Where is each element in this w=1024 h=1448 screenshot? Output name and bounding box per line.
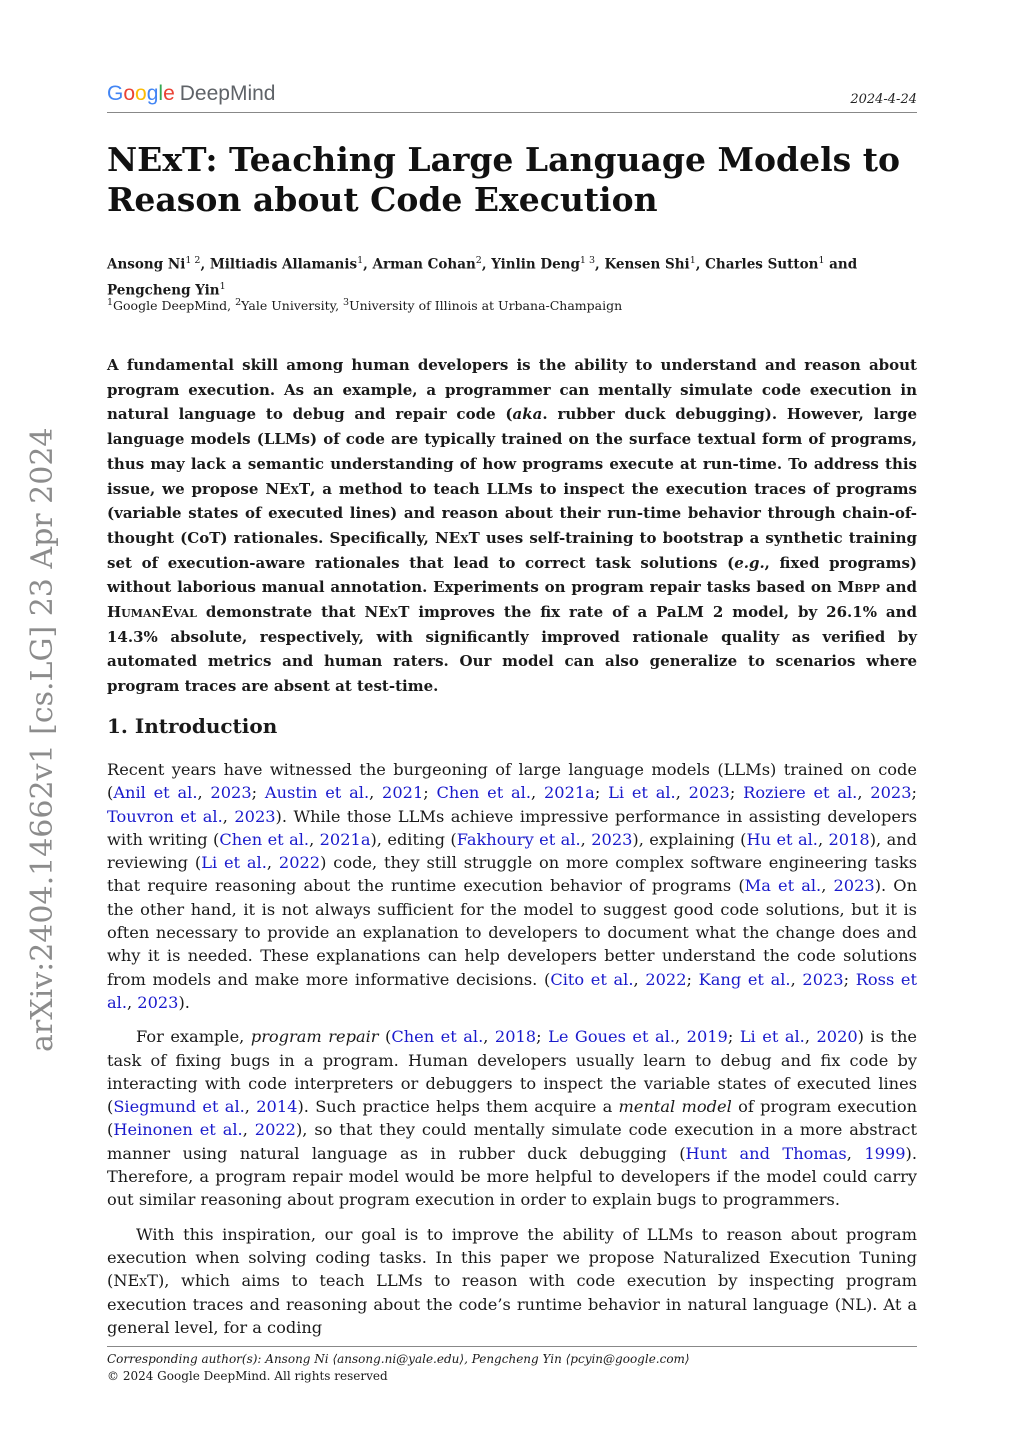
citation-link[interactable]: Heinonen et al. xyxy=(113,1120,243,1140)
body-paragraph xyxy=(107,758,917,1014)
text-run: , xyxy=(244,1097,257,1117)
text-run: , xyxy=(821,876,834,896)
arxiv-identifier: arXiv:2404.14662v1 [cs.LG] 23 Apr 2024 xyxy=(25,427,60,1052)
citation-link[interactable]: Kang et al. xyxy=(698,969,791,989)
citation-link[interactable]: 2018 xyxy=(494,1027,537,1047)
text-run: ). On the other hand, it is not always sufficient for the model to suggest good code solutions, but it is often necessary to provide an explanation to developers to document what the change does and why it is needed. These explanations can help developers better understand the code solutions from models and make more informative decisions. ( xyxy=(107,876,917,989)
text-run: ), which aims to teach LLMs to reason with code execution by inspecting program execution traces and reasoning about the code’s runtime behavior in natural language (NL). At a general level, for a coding xyxy=(107,1271,917,1337)
affiliations xyxy=(107,294,917,315)
citation-link[interactable]: Chen et al. xyxy=(436,783,532,803)
affiliation-marker: 2 xyxy=(235,297,242,308)
author-name: Ansong Ni xyxy=(107,256,186,273)
citation-link[interactable]: 2014 xyxy=(256,1097,298,1117)
author-name: Kensen Shi xyxy=(604,256,690,273)
logo-deepmind-text: DeepMind xyxy=(179,82,276,105)
text-run: , xyxy=(790,969,803,989)
title-line-1: NExT: Teaching Large Language Models to xyxy=(107,140,900,179)
text-run: ), explaining ( xyxy=(632,829,747,849)
text-run: ; xyxy=(251,783,265,803)
citation-link[interactable]: Roziere et al. xyxy=(743,783,858,803)
text-run: improves the fix rate of a PaLM 2 model, by 26.1% and 14.3% absolute, respectively, with significantly improved rationale quality as verified by automated metrics and human raters. Our model can also generalize to scenarios where program traces are absent at test-time. xyxy=(107,603,917,696)
small-caps-run: HumanEval xyxy=(107,603,197,622)
text-run: ; xyxy=(536,1027,549,1047)
text-run: ), and reviewing ( xyxy=(107,829,918,873)
author-separator: , xyxy=(481,256,492,273)
citation-link[interactable]: Chen et al. xyxy=(391,1027,484,1047)
title-line-2: Reason about Code Execution xyxy=(107,180,658,219)
citation-link[interactable]: 2022 xyxy=(278,853,321,873)
body-paragraph xyxy=(107,1025,917,1211)
citation-link[interactable]: 2020 xyxy=(816,1027,858,1047)
author-name: Pengcheng Yin xyxy=(107,282,220,298)
text-run: , xyxy=(675,783,689,803)
corresponding-authors: Corresponding author(s): Ansong Ni ⟨ansong.ni@yale.edu⟩, Pengcheng Yin ⟨pcyin@google.com⟩ xyxy=(107,1352,690,1366)
text-run: With this inspiration, our goal is to improve the ability of LLMs to reason about program execution when solving coding tasks. In this paper we propose Naturalized Execution Tuning ( xyxy=(107,1224,917,1291)
author-separator: , xyxy=(595,256,605,273)
affiliation-marker: 3 xyxy=(343,297,350,308)
small-caps-run: Mbpp xyxy=(837,578,881,597)
text-run: , xyxy=(369,783,383,803)
author-affiliation-marker: 1 xyxy=(818,255,825,266)
text-run: , a method to teach LLMs to inspect the execution traces of programs (variable states of executed lines) and reason about their run-time behavior through chain-of-thought (CoT) rationales. Specifically, xyxy=(107,479,918,547)
author-affiliation-marker: 1 3 xyxy=(579,255,596,266)
author-separator: and xyxy=(824,256,858,273)
text-run: ). Such practice helps them acquire a xyxy=(297,1097,619,1117)
text-run: ; xyxy=(729,783,744,803)
author-affiliation-marker: 2 xyxy=(475,255,482,266)
text-run: , xyxy=(817,829,829,849)
text-run: , xyxy=(531,783,544,803)
affiliation-separator: , xyxy=(335,298,344,314)
citation-link[interactable]: 2019 xyxy=(686,1027,728,1047)
text-run: and xyxy=(880,578,917,597)
author-affiliation-marker: 1 2 xyxy=(185,255,201,266)
text-run: , xyxy=(483,1027,495,1047)
text-run: demonstrate that xyxy=(196,603,365,622)
citation-link[interactable]: Hu et al. xyxy=(746,829,818,849)
citation-link[interactable]: Austin et al. xyxy=(264,783,370,803)
citation-link[interactable]: 2021a xyxy=(543,783,595,803)
text-run: ( xyxy=(378,1027,392,1047)
small-caps-run: NExT xyxy=(434,528,480,547)
text-run: , fixed programs) without laborious manual annotation. Experiments on program repair tasks based on xyxy=(107,553,918,597)
text-run: ). Therefore, a program repair model would be more helpful to developers if the model could carry out similar reasoning about program execution in order to explain bugs to programmers. xyxy=(107,1143,917,1210)
citation-link[interactable]: 2022 xyxy=(254,1120,296,1140)
text-run: ), so that they could mentally simulate code execution in a more abstract manner using natural language as in rubber duck debugging ( xyxy=(107,1120,917,1163)
text-run: , xyxy=(580,829,592,849)
text-run: Recent years have witnessed the burgeoning of large language models (LLMs) trained on code ( xyxy=(107,760,917,803)
citation-link[interactable]: Li et al. xyxy=(608,783,676,803)
small-caps-run: NExT xyxy=(113,1271,158,1291)
citation-link[interactable]: 1999 xyxy=(864,1143,906,1163)
affiliation-name: Yale University xyxy=(241,298,336,314)
author-name: Yinlin Deng xyxy=(491,256,580,273)
body-paragraph xyxy=(107,1223,917,1339)
affiliation-name: University of Illinois at Urbana-Champaign xyxy=(349,298,623,314)
citation-link[interactable]: Le Goues et al. xyxy=(548,1027,675,1047)
citation-link[interactable]: Touvron et al. xyxy=(107,806,223,826)
text-run: , xyxy=(222,806,235,826)
author-name: Arman Cohan xyxy=(372,256,476,273)
emphasis-run: program repair xyxy=(250,1027,379,1047)
affiliation-separator: , xyxy=(227,298,236,314)
citation-link[interactable]: Fakhoury et al. xyxy=(456,829,581,849)
text-run: ; xyxy=(911,783,917,803)
citation-link[interactable]: Ma et al. xyxy=(744,876,822,896)
introduction-body xyxy=(107,758,917,1350)
text-run: , xyxy=(804,1027,817,1047)
citation-link[interactable]: Chen et al. xyxy=(219,829,310,849)
text-run: , xyxy=(309,829,320,849)
text-run: , xyxy=(242,1120,255,1140)
emphasis-run: mental model xyxy=(618,1097,732,1117)
citation-link[interactable]: 2021 xyxy=(382,783,424,803)
text-run: ). xyxy=(178,992,190,1012)
text-run: , xyxy=(266,853,279,873)
header-divider xyxy=(107,112,917,113)
citation-link[interactable]: Siegmund et al. xyxy=(113,1097,245,1117)
citation-link[interactable]: Hunt and Thomas xyxy=(685,1143,847,1163)
author-separator: , xyxy=(695,256,706,273)
text-run: , xyxy=(126,992,138,1012)
citation-link[interactable]: Li et al. xyxy=(739,1027,805,1047)
footer-divider xyxy=(107,1346,917,1347)
citation-link[interactable]: 2023 xyxy=(234,806,276,826)
google-deepmind-logo: Google DeepMind xyxy=(107,82,276,105)
text-run: , xyxy=(197,783,211,803)
text-run: ), editing ( xyxy=(370,829,457,849)
author-affiliation-marker: 1 xyxy=(689,255,696,266)
text-run: ; xyxy=(727,1027,740,1047)
text-run: ). While those LLMs achieve impressive performance in assisting developers with writing ( xyxy=(107,806,917,849)
small-caps-run: NExT xyxy=(265,479,311,498)
emphasis-run: e.g. xyxy=(734,553,765,572)
text-run: ) is the task of fixing bugs in a program. Human developers usually learn to debug and fix code by interacting with code interpreters or debuggers to inspect the variable states of executed lines ( xyxy=(107,1027,917,1117)
text-run: uses self-training to bootstrap a synthetic training set of execution-aware rationales that lead to correct task solutions ( xyxy=(107,528,917,572)
text-run: , xyxy=(846,1143,865,1163)
citation-link[interactable]: 2023 xyxy=(591,829,633,849)
text-run: ; xyxy=(594,783,609,803)
text-run: ; xyxy=(686,969,699,989)
author-separator: , xyxy=(200,256,210,273)
affiliation-marker: 1 xyxy=(107,297,114,308)
author-affiliation-marker: 1 xyxy=(219,280,226,292)
citation-link[interactable]: Li et al. xyxy=(201,853,267,873)
citation-link[interactable]: 2023 xyxy=(137,992,179,1012)
text-run: of program execution ( xyxy=(107,1097,917,1140)
text-run: For example, xyxy=(136,1027,251,1047)
text-run: , xyxy=(857,783,871,803)
publication-date: 2024-4-24 xyxy=(850,92,917,107)
emphasis-run: aka xyxy=(512,405,543,424)
citation-link[interactable]: 2023 xyxy=(688,783,730,803)
citation-link[interactable]: 2018 xyxy=(828,829,870,849)
text-run: . rubber duck debugging). However, large language models (LLMs) of code are typically trained on the surface textual form of programs, thus may lack a semantic understanding of how programs execute at run-time. To address this issue, we propose xyxy=(107,405,918,498)
citation-link[interactable]: 2022 xyxy=(645,969,687,989)
text-run: A fundamental skill among human developers is the ability to understand and reason about program execution. As an example, a programmer can mentally simulate code execution in natural language to debug and repair code ( xyxy=(107,356,917,424)
citation-link[interactable]: 2023 xyxy=(210,783,252,803)
text-run: , xyxy=(674,1027,687,1047)
citation-link[interactable]: 2021a xyxy=(319,829,371,849)
author-name: Miltiadis Allamanis xyxy=(209,256,358,273)
copyright-notice: © 2024 Google DeepMind. All rights reserved xyxy=(107,1369,388,1383)
abstract xyxy=(107,353,917,699)
section-heading-introduction: 1. Introduction xyxy=(107,714,278,738)
citation-link[interactable]: 2023 xyxy=(833,876,875,896)
citation-link[interactable]: Ross et al. xyxy=(107,969,918,1012)
author-name: Charles Sutton xyxy=(705,256,819,273)
author-affiliation-marker: 1 xyxy=(357,255,364,266)
small-caps-run: NExT xyxy=(364,603,410,622)
citation-link[interactable]: 2023 xyxy=(870,783,912,803)
author-separator: , xyxy=(363,256,373,273)
text-run: ) code, they still struggle on more complex software engineering tasks that require reasoning about the runtime execution behavior of programs ( xyxy=(107,853,917,896)
paper-title xyxy=(107,140,917,220)
affiliation-name: Google DeepMind xyxy=(113,298,228,314)
citation-link[interactable]: Cito et al. xyxy=(550,969,634,989)
text-run: ; xyxy=(423,783,437,803)
text-run: ; xyxy=(843,969,856,989)
citation-link[interactable]: Anil et al. xyxy=(113,783,198,803)
citation-link[interactable]: 2023 xyxy=(802,969,844,989)
text-run: , xyxy=(633,969,646,989)
